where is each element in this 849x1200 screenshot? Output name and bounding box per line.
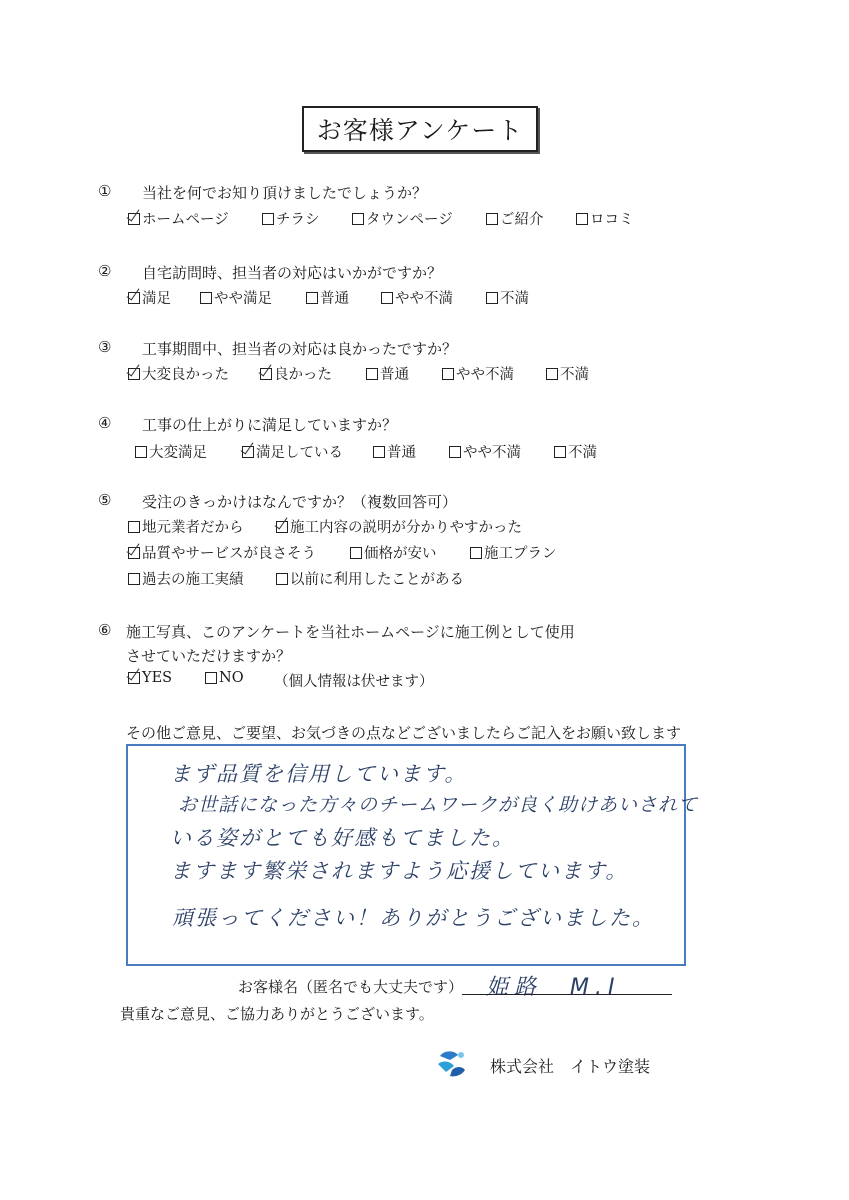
comment-line: いる姿がとても好感もてました。 (170, 826, 515, 850)
option-label: タウンページ (366, 212, 453, 228)
option-label: 普通 (387, 445, 416, 461)
option-label: やや不満 (395, 291, 453, 307)
option-label: NO (219, 670, 244, 686)
checked-box-icon[interactable] (128, 213, 140, 225)
question-number: ④ (98, 414, 112, 432)
comment-line: 頑張ってください！ありがとうございました。 (172, 906, 655, 930)
option-checkbox[interactable] (128, 287, 171, 308)
option-label: 品質やサービスが良さそう (142, 546, 316, 562)
checkbox-icon[interactable] (381, 292, 393, 304)
comment-prompt: その他ご意見、ご要望、お気づきの点などございましたらご記入をお願い致します (126, 724, 682, 742)
option-checkbox[interactable] (442, 363, 514, 384)
option-label: 満足している (256, 445, 343, 461)
checkbox-icon[interactable] (554, 446, 566, 458)
checkbox-icon[interactable] (276, 573, 288, 585)
option-checkbox[interactable] (262, 208, 320, 229)
option-label: 施工プラン (484, 546, 557, 562)
option-label: 不満 (568, 445, 597, 461)
option-checkbox[interactable] (486, 287, 529, 308)
option-label: 施工内容の説明が分かりやすかった (290, 520, 522, 536)
comment-line: まず品質を信用しています。 (170, 762, 468, 786)
company-name: 株式会社 イトウ塗装 (490, 1057, 651, 1076)
checked-box-icon[interactable] (260, 368, 272, 380)
checked-box-icon[interactable] (242, 446, 254, 458)
checked-box-icon[interactable] (128, 292, 140, 304)
option-label: 普通 (320, 291, 349, 307)
option-checkbox[interactable] (135, 441, 207, 462)
checkbox-icon[interactable] (306, 292, 318, 304)
option-checkbox[interactable] (554, 441, 597, 462)
option-checkbox[interactable] (366, 363, 409, 384)
option-label: 過去の施工実績 (142, 572, 244, 588)
question-text: 工事の仕上がりに満足していますか？ (142, 416, 398, 434)
checked-box-icon[interactable] (128, 368, 140, 380)
option-checkbox[interactable] (128, 670, 172, 686)
checkbox-icon[interactable] (442, 368, 454, 380)
option-label: 不満 (500, 291, 529, 307)
name-line (462, 994, 672, 995)
option-checkbox[interactable] (381, 287, 453, 308)
option-label: 以前に利用したことがある (290, 572, 464, 588)
question-number: ③ (98, 338, 112, 356)
option-label: 価格が安い (364, 546, 437, 562)
option-checkbox[interactable] (350, 542, 437, 563)
question-number: ⑥ (98, 621, 112, 639)
option-checkbox[interactable] (128, 568, 244, 589)
question-number: ① (98, 182, 112, 200)
option-checkbox[interactable] (128, 208, 229, 229)
survey-title: お客様アンケート (302, 106, 538, 152)
option-checkbox[interactable] (470, 542, 557, 563)
question-text: 当社を何でお知り頂けましたでしょうか？ (142, 184, 428, 202)
option-label: ご紹介 (500, 212, 544, 228)
checkbox-icon[interactable] (205, 672, 217, 684)
option-label: 不満 (560, 367, 589, 383)
question-number: ⑤ (98, 491, 112, 509)
company-logo-icon (434, 1046, 468, 1080)
checkbox-icon[interactable] (449, 446, 461, 458)
option-checkbox[interactable] (576, 208, 634, 229)
checkbox-icon[interactable] (486, 213, 498, 225)
option-label: 普通 (380, 367, 409, 383)
option-checkbox[interactable] (352, 208, 453, 229)
checkbox-icon[interactable] (262, 213, 274, 225)
question-number: ② (98, 262, 112, 280)
thanks-text: 貴重なご意見、ご協力ありがとうございます。 (120, 1005, 434, 1023)
checkbox-icon[interactable] (470, 547, 482, 559)
option-checkbox[interactable] (486, 208, 544, 229)
option-checkbox[interactable] (373, 441, 416, 462)
option-label: 大変満足 (149, 445, 207, 461)
option-label: 大変良かった (142, 367, 229, 383)
option-label: やや不満 (456, 367, 514, 383)
checked-box-icon[interactable] (128, 547, 140, 559)
option-checkbox[interactable] (242, 441, 343, 462)
option-checkbox[interactable] (546, 363, 589, 384)
checkbox-icon[interactable] (200, 292, 212, 304)
checkbox-icon[interactable] (128, 521, 140, 533)
option-checkbox[interactable] (449, 441, 521, 462)
option-label: ロコミ (590, 212, 634, 228)
checkbox-icon[interactable] (576, 213, 588, 225)
option-checkbox[interactable] (128, 363, 229, 384)
checked-box-icon[interactable] (128, 672, 140, 684)
question-text: 工事期間中、担当者の対応は良かったですか？ (142, 340, 458, 358)
checkbox-icon[interactable] (135, 446, 147, 458)
option-checkbox[interactable] (128, 516, 244, 537)
option-label: 良かった (274, 367, 332, 383)
checkbox-icon[interactable] (128, 573, 140, 585)
question-text: 受注のきっかけはなんですか？（複数回答可） (142, 493, 458, 511)
option-label: ホームページ (142, 212, 229, 228)
privacy-note: （個人情報は伏せます） (274, 674, 434, 690)
option-checkbox[interactable] (276, 516, 522, 537)
option-label: チラシ (276, 212, 320, 228)
comment-line: お世話になった方々のチームワークが良く助けあいされて (178, 794, 699, 816)
checkbox-icon[interactable] (350, 547, 362, 559)
comment-line: ますます繁栄されますよう応援しています。 (170, 859, 629, 883)
question-text-continued: させていただけますか？ (126, 647, 292, 665)
option-checkbox[interactable] (205, 670, 244, 686)
question-text: 施工写真、このアンケートを当社ホームページに施工例として使用 (126, 623, 575, 641)
checkbox-icon[interactable] (546, 368, 558, 380)
checkbox-icon[interactable] (373, 446, 385, 458)
option-checkbox[interactable] (200, 287, 272, 308)
question-text: 自宅訪問時、担当者の対応はいかがですか？ (142, 264, 443, 282)
option-checkbox[interactable] (276, 568, 464, 589)
option-label: 満足 (142, 291, 171, 307)
checked-box-icon[interactable] (276, 521, 288, 533)
option-label: YES (142, 670, 173, 686)
option-label: やや満足 (214, 291, 272, 307)
option-checkbox[interactable] (260, 363, 332, 384)
option-checkbox[interactable] (128, 542, 316, 563)
checkbox-icon[interactable] (366, 368, 378, 380)
checkbox-icon[interactable] (486, 292, 498, 304)
option-label: 地元業者だから (142, 520, 244, 536)
option-label: やや不満 (463, 445, 521, 461)
checkbox-icon[interactable] (352, 213, 364, 225)
name-label: お客様名（匿名でも大丈夫です） (238, 978, 464, 996)
option-checkbox[interactable] (306, 287, 349, 308)
name-value: 姫路 M.I (486, 975, 621, 1000)
